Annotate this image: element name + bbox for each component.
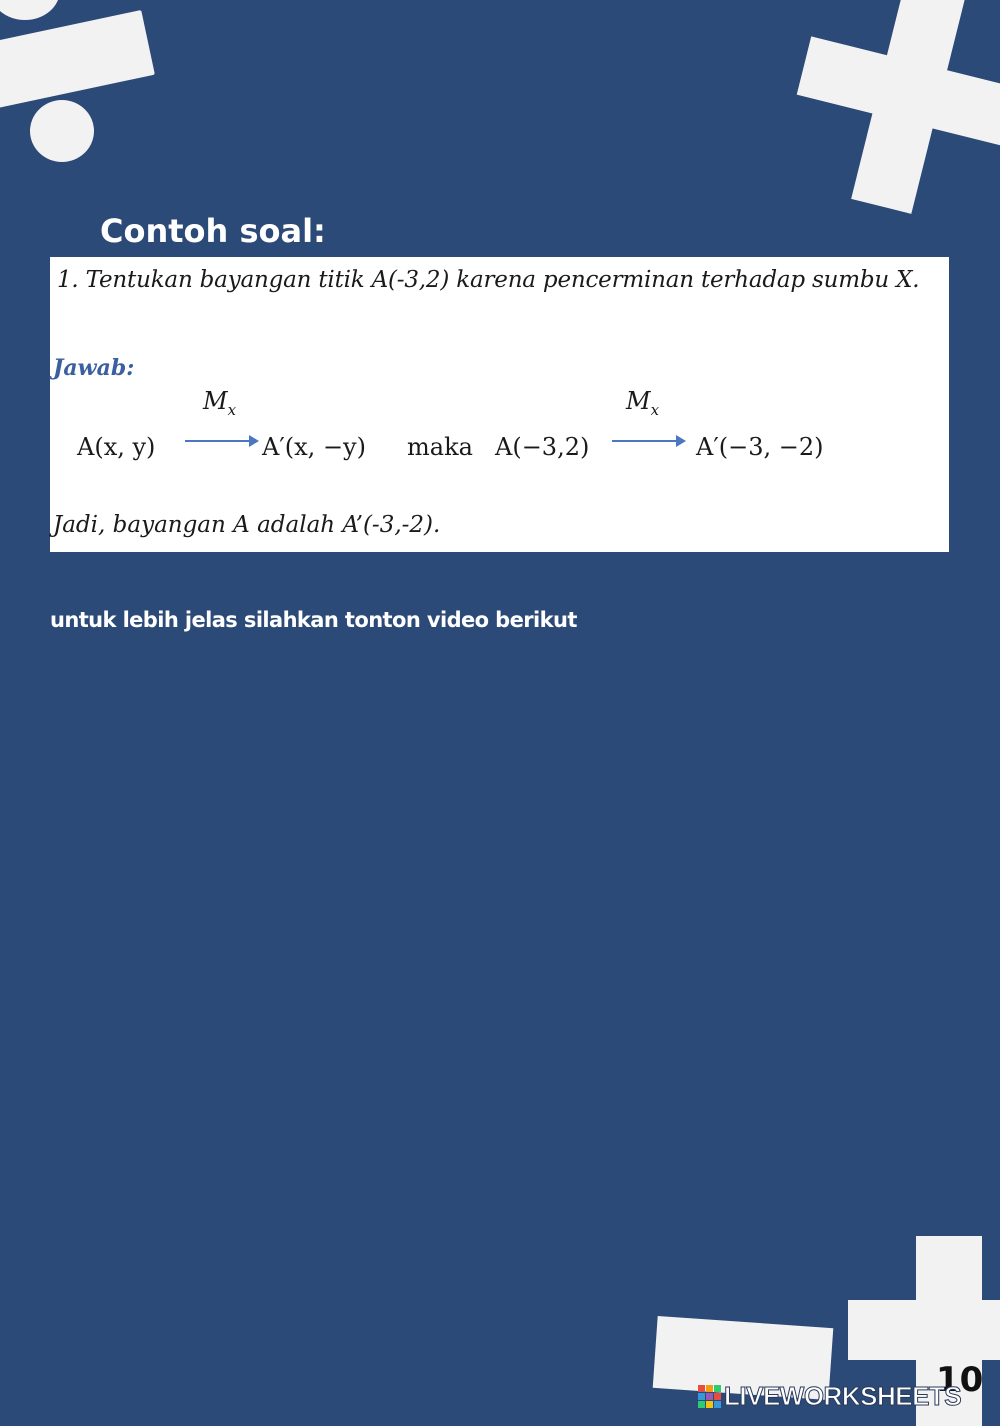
general-point: A(x, y) xyxy=(77,433,156,461)
divide-sign-top-dot xyxy=(0,0,60,20)
arrow-icon xyxy=(612,440,684,442)
divide-sign-dot xyxy=(30,100,94,162)
plus-sign-top-right xyxy=(775,0,1000,233)
question-text: 1. Tentukan bayangan titik A(-3,2) karena pencerminan terhadap sumbu X. xyxy=(57,267,920,293)
logo-grid-icon xyxy=(698,1385,721,1408)
liveworksheets-logo xyxy=(698,1381,961,1412)
watermark-text: LIVEWORKSHEETS xyxy=(724,1381,962,1411)
conclusion-text: Jadi, bayangan A adalah A’(-3,-2). xyxy=(53,512,441,538)
video-instruction: untuk lebih jelas silahkan tonton video berikut xyxy=(50,608,577,632)
page-number: 10 xyxy=(936,1360,984,1400)
specific-image: A′(−3, −2) xyxy=(696,433,824,461)
general-image: A′(x, −y) xyxy=(262,433,366,461)
answer-label: Jawab: xyxy=(53,355,135,381)
arrow-icon xyxy=(185,440,257,442)
example-box xyxy=(50,257,949,552)
connector-text: maka xyxy=(407,433,473,461)
transform-label-1: $M_x$ xyxy=(203,387,237,419)
transform-label-2: $M_x$ xyxy=(626,387,660,419)
specific-point: A(−3,2) xyxy=(495,433,590,461)
page-heading: Contoh soal: xyxy=(100,212,326,250)
divide-sign-bar xyxy=(0,10,155,112)
